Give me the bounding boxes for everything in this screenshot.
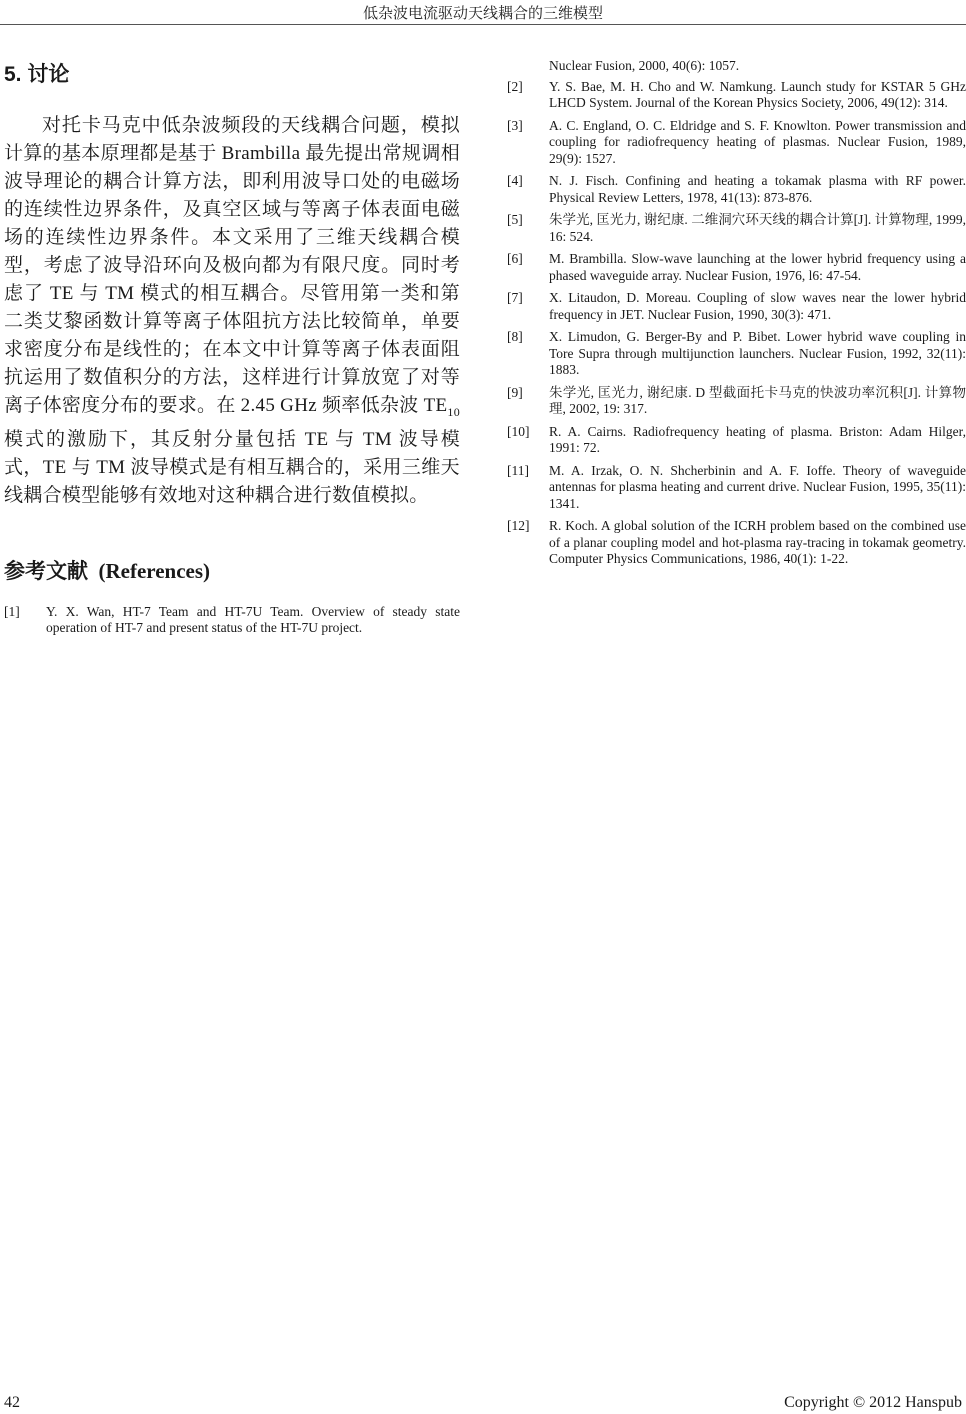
reference-text: X. Litaudon, D. Moreau. Coupling of slow waves near the lower hybrid frequency in JET. Nuclear Fusion, 1990, 30(3): 471. xyxy=(549,290,966,322)
reference-number: [2] xyxy=(507,78,523,94)
reference-item xyxy=(507,385,966,418)
paragraph-tail: 模式的激励下，其反射分量包括 TE 与 TM 波导模式，TE 与 TM 波导模式是有相互耦合的，采用三维天线耦合模型能够有效地对这种耦合进行数值模拟。 xyxy=(4,428,460,506)
reference-number: [5] xyxy=(507,212,523,227)
references-heading-cn: 参考文献 xyxy=(4,558,88,583)
reference-text: 朱学光, 匡光力, 谢纪康. 二维洞穴环天线的耦合计算[J]. 计算物理, 1999, 16: 524. xyxy=(549,212,966,244)
references-heading-en: (References) xyxy=(98,558,211,583)
reference-text: N. J. Fisch. Confining and heating a tokamak plasma with RF power. Physical Review Letters, 1978, 41(13): 873-876. xyxy=(549,173,966,205)
reference-number: [7] xyxy=(507,290,523,305)
mode-subscript: 10 xyxy=(447,404,460,419)
page-number: 42 xyxy=(4,1394,20,1411)
references-heading xyxy=(4,556,460,586)
reference-item xyxy=(507,173,966,206)
reference-number: [3] xyxy=(507,117,523,133)
reference-text: Y. X. Wan, HT-7 Team and HT-7U Team. Overview of steady state operation of HT-7 and present status of the HT-7U project. xyxy=(46,603,460,636)
reference-item xyxy=(507,424,966,457)
reference-item xyxy=(507,329,966,379)
reference-number: [10] xyxy=(507,423,530,439)
discussion-paragraph xyxy=(4,112,460,510)
reference-item xyxy=(507,118,966,168)
reference-number: [1] xyxy=(4,603,20,619)
reference-item xyxy=(507,290,966,323)
reference-item xyxy=(507,463,966,513)
copyright: Copyright © 2012 Hanspub xyxy=(784,1394,962,1411)
reference-text: M. A. Irzak, O. N. Shcherbinin and A. F. Ioffe. Theory of waveguide antennas for plasma heating and current drive. Nuclear Fusion, 1995, 35(11): 1341. xyxy=(549,462,966,511)
right-column xyxy=(507,58,966,574)
reference-text: X. Limudon, G. Berger-By and P. Bibet. Lower hybrid wave coupling in Tore Supra through multijunction launchers. Nuclear Fusion, 1992, 32(11): 1883. xyxy=(549,329,966,377)
reference-text: 朱学光, 匡光力, 谢纪康. D 型截面托卡马克的快波功率沉积[J]. 计算物理, 2002, 19: 317. xyxy=(549,384,966,416)
paragraph-text: 对托卡马克中低杂波频段的天线耦合问题，模拟计算的基本原理都是基于 Brambilla 最先提出常规调相波导理论的耦合计算方法，即利用波导口处的电磁场的连续性边界条件，及真空区域与等离子体表面电磁场的连续性边界条件。本文采用了三维天线耦合模型，考虑了波导沿环向及极向都为有限尺度。同时考虑了 TE 与 TM 模式的相互耦合。尽管用第一类和第二类艾黎函数计算等离子体阻抗方法比较简单，单要求密度分布是线性的；在本文中计算等离子体表面阻抗运用了数值积分的方法，这样进行计算放宽了对等离子体密度分布的要求。在 2.45 GHz 频率低杂波 TE xyxy=(4,115,460,416)
header-rule xyxy=(0,24,966,25)
reference-number: [12] xyxy=(507,518,530,533)
reference-number: [9] xyxy=(507,384,523,400)
reference-number: [6] xyxy=(507,251,523,266)
reference-number: [11] xyxy=(507,462,529,478)
reference-text: R. A. Cairns. Radiofrequency heating of plasma. Briston: Adam Hilger, 1991: 72. xyxy=(549,423,966,455)
reference-item xyxy=(507,212,966,245)
reference-number: [8] xyxy=(507,329,523,344)
reference-item xyxy=(4,604,460,637)
section-heading: 5. 讨论 xyxy=(4,63,70,86)
reference-text: R. Koch. A global solution of the ICRH problem based on the combined use of a planar coupling model and hot-plasma ray-tracing in tokamak geometry. Computer Physics Communications, 1986, 40(1): 1-22. xyxy=(549,518,966,566)
reference-number: [4] xyxy=(507,173,523,188)
reference-text: A. C. England, O. C. Eldridge and S. F. Knowlton. Power transmission and coupling for radiofrequency heating of plasmas. Nuclear Fusion, 1989, 29(9): 1527. xyxy=(549,117,966,166)
left-column xyxy=(4,58,460,643)
reference-text: M. Brambilla. Slow-wave launching at the lower hybrid frequency using a phased waveguide array. Nuclear Fusion, 1976, l6: 47-54. xyxy=(549,251,966,283)
reference-continuation: Nuclear Fusion, 2000, 40(6): 1057. xyxy=(549,58,740,73)
reference-item xyxy=(507,518,966,568)
reference-item xyxy=(507,79,966,112)
running-header: 低杂波电流驱动天线耦合的三维模型 xyxy=(362,6,603,22)
reference-item xyxy=(507,251,966,284)
reference-list xyxy=(507,79,966,568)
reference-text: Y. S. Bae, M. H. Cho and W. Namkung. Launch study for KSTAR 5 GHz LHCD System. Journal of the Korean Physics Society, 2006, 49(12): 314. xyxy=(549,78,966,110)
